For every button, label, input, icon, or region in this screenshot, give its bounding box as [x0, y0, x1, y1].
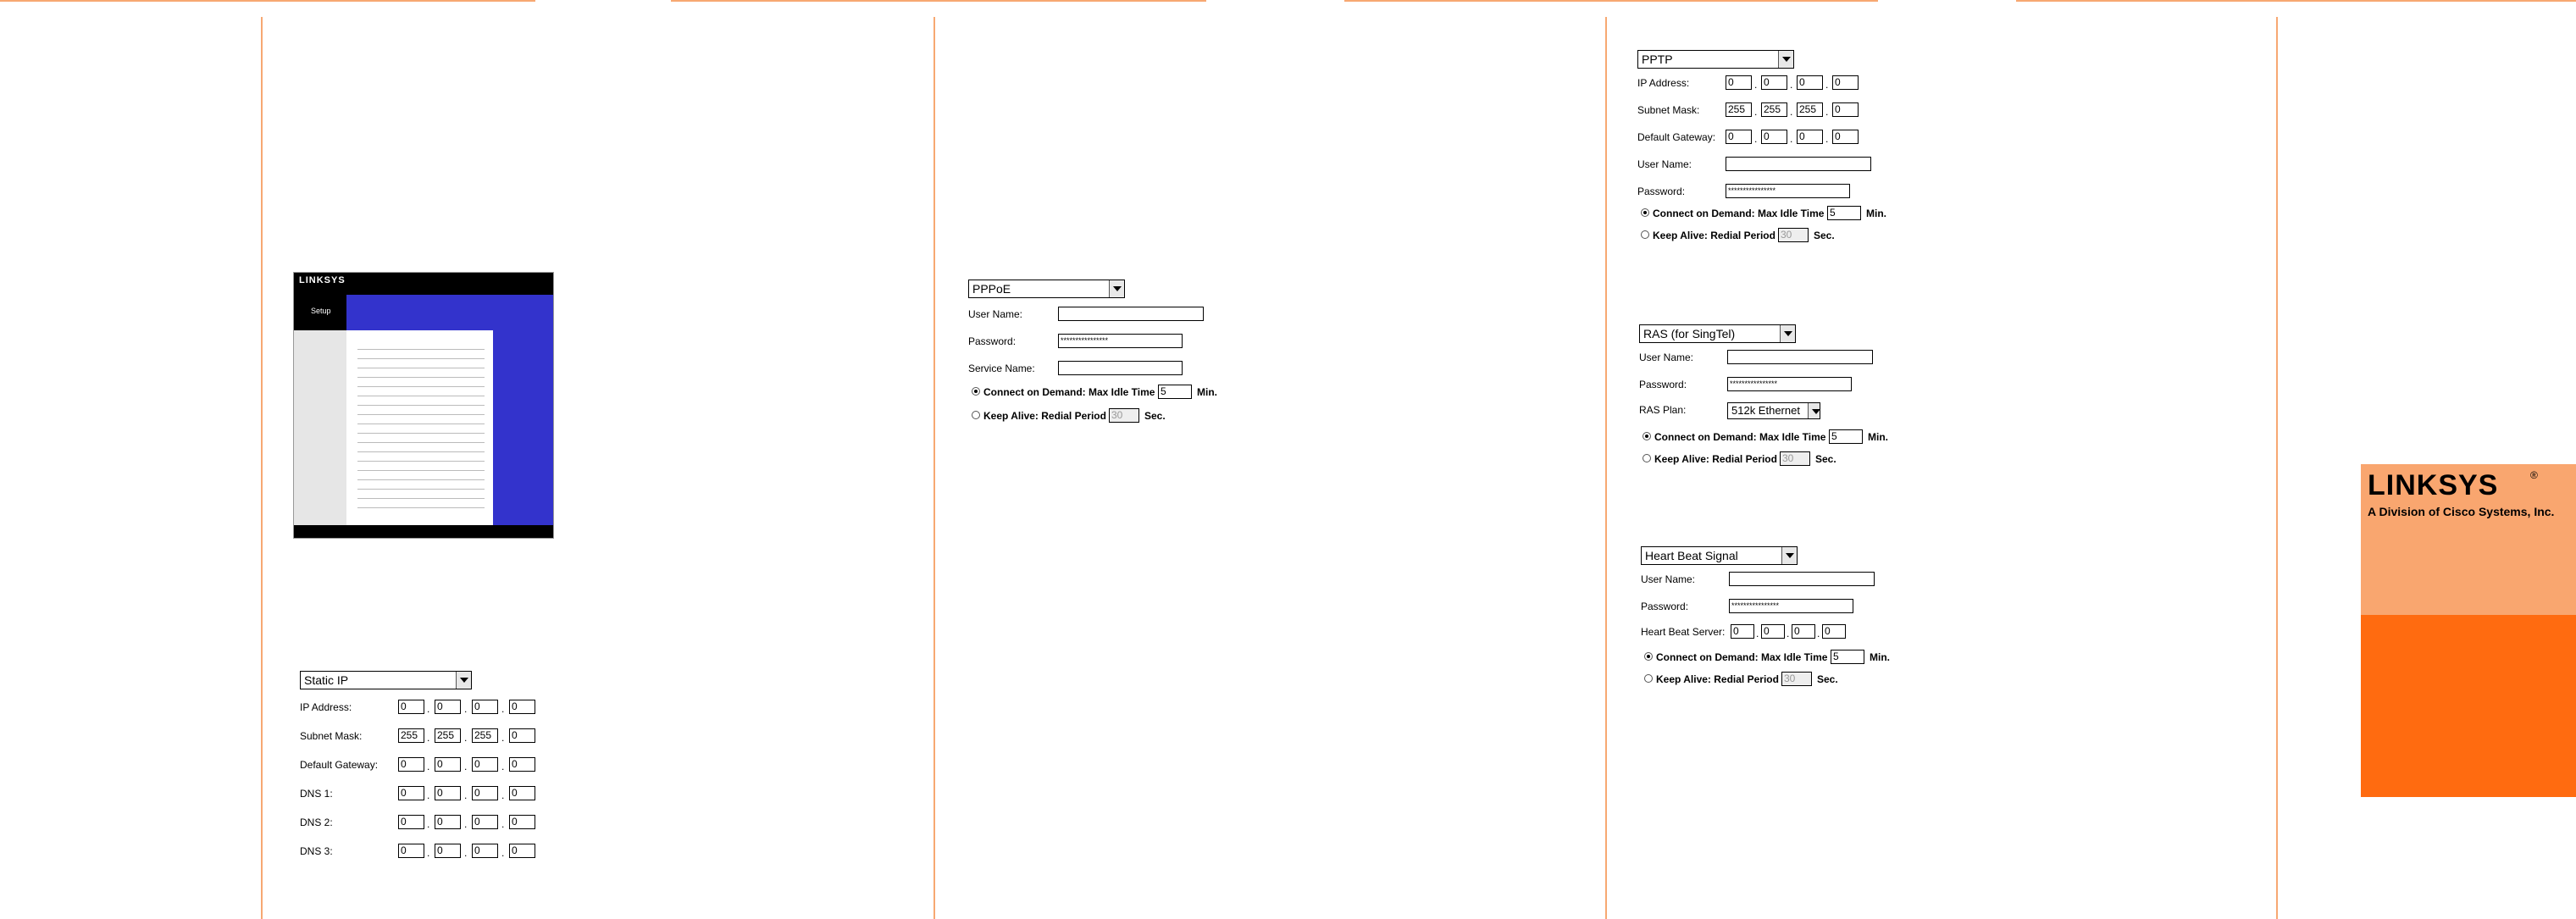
chevron-down-icon[interactable]: [456, 672, 471, 689]
user-name-input[interactable]: [1726, 157, 1871, 171]
dns2-octet-3[interactable]: 0: [472, 815, 498, 829]
user-name-label: User Name:: [1641, 573, 1696, 585]
sec-label: Sec.: [1815, 453, 1836, 465]
ip-address-label: IP Address:: [300, 701, 352, 713]
thumb-title-bar: [346, 295, 553, 307]
select-value: 512k Ethernet: [1731, 404, 1800, 417]
dot: .: [1754, 79, 1758, 91]
max-idle-time-input[interactable]: 5: [1158, 385, 1192, 399]
password-input[interactable]: ****************: [1058, 334, 1183, 348]
thumb-footer: [294, 525, 553, 538]
dot: .: [464, 818, 468, 830]
keep-alive-radio[interactable]: [1644, 674, 1653, 683]
brand-tagline: A Division of Cisco Systems, Inc.: [2368, 505, 2555, 518]
dns2-octet-4[interactable]: 0: [509, 815, 535, 829]
gw-octet-4[interactable]: 0: [1832, 130, 1859, 144]
dot: .: [427, 732, 430, 744]
user-name-input[interactable]: [1058, 307, 1204, 321]
connect-on-demand-radio[interactable]: [1644, 652, 1653, 661]
connection-type-select[interactable]: [1641, 546, 1798, 565]
mask-octet-1[interactable]: 255: [398, 728, 424, 743]
ip-octet-2[interactable]: 0: [1761, 75, 1787, 90]
gw-octet-1[interactable]: 0: [398, 757, 424, 772]
password-input[interactable]: ****************: [1726, 184, 1850, 198]
heart-beat-panel: [1641, 546, 1920, 695]
select-value: Static IP: [304, 673, 349, 687]
dns1-octet-3[interactable]: 0: [472, 786, 498, 800]
connection-type-select[interactable]: [300, 671, 472, 689]
top-rule: [671, 0, 1206, 2]
dot: .: [464, 732, 468, 744]
connect-on-demand-label: Connect on Demand: Max Idle Time: [983, 386, 1155, 398]
password-label: Password:: [1641, 601, 1689, 612]
ip-octet-1[interactable]: 0: [398, 700, 424, 714]
keep-alive-radio[interactable]: [1641, 230, 1649, 239]
keep-alive-label: Keep Alive: Redial Period: [1654, 453, 1777, 465]
thumb-tab-bar: [346, 307, 553, 330]
connect-on-demand-radio[interactable]: [1641, 208, 1649, 217]
gw-octet-3[interactable]: 0: [1797, 130, 1823, 144]
ip-octet-2[interactable]: 0: [435, 700, 461, 714]
dot: .: [501, 789, 505, 801]
dot: .: [1756, 628, 1759, 639]
user-name-label: User Name:: [968, 308, 1023, 320]
gw-octet-3[interactable]: 0: [472, 757, 498, 772]
redial-period-input[interactable]: 30: [1109, 408, 1139, 423]
gw-octet-4[interactable]: 0: [509, 757, 535, 772]
connect-on-demand-radio[interactable]: [1643, 432, 1651, 440]
brand-block: [2361, 464, 2576, 797]
top-rule: [0, 0, 535, 2]
dot: .: [1825, 133, 1829, 145]
ras-plan-select[interactable]: [1727, 402, 1820, 419]
dot: .: [1787, 628, 1790, 639]
mask-octet-2[interactable]: 255: [435, 728, 461, 743]
ras-plan-label: RAS Plan:: [1639, 404, 1687, 416]
gateway-label: Default Gateway:: [300, 759, 379, 771]
keep-alive-radio[interactable]: [1643, 454, 1651, 462]
sec-label: Sec.: [1814, 230, 1835, 241]
mask-octet-3[interactable]: 255: [472, 728, 498, 743]
server-octet-4[interactable]: 0: [1822, 624, 1846, 639]
connection-type-select[interactable]: [968, 280, 1125, 298]
thumb-section: Setup: [311, 307, 331, 315]
dot: .: [1790, 79, 1793, 91]
dns2-octet-2[interactable]: 0: [435, 815, 461, 829]
connect-on-demand-radio[interactable]: [972, 387, 980, 396]
chevron-down-icon[interactable]: [1780, 325, 1795, 342]
dns2-octet-1[interactable]: 0: [398, 815, 424, 829]
min-label: Min.: [1866, 208, 1886, 219]
thumb-form-lines: [357, 340, 485, 510]
dot: .: [1817, 628, 1820, 639]
dot: .: [501, 818, 505, 830]
column-divider: [2276, 17, 2278, 919]
keep-alive-label: Keep Alive: Redial Period: [983, 410, 1106, 422]
pptp-panel: [1637, 50, 1917, 245]
dns2-label: DNS 2:: [300, 817, 333, 828]
column-divider: [261, 17, 263, 919]
dot: .: [1754, 133, 1758, 145]
keep-alive-label: Keep Alive: Redial Period: [1653, 230, 1776, 241]
dns3-octet-4[interactable]: 0: [509, 844, 535, 858]
brand-dark-band: [2361, 615, 2576, 797]
mask-octet-1[interactable]: 255: [1726, 102, 1752, 117]
thumb-right-col: [493, 330, 553, 525]
subnet-mask-label: Subnet Mask:: [1637, 104, 1700, 116]
dns3-octet-2[interactable]: 0: [435, 844, 461, 858]
connection-type-select[interactable]: [1637, 50, 1794, 69]
thumb-left-col: [294, 330, 346, 525]
ip-octet-4[interactable]: 0: [1832, 75, 1859, 90]
column-divider: [1605, 17, 1607, 919]
gateway-label: Default Gateway:: [1637, 131, 1716, 143]
max-idle-time-input[interactable]: 5: [1831, 650, 1864, 664]
dot: .: [427, 818, 430, 830]
pppoe-panel: [968, 280, 1248, 428]
min-label: Min.: [1868, 431, 1888, 443]
redial-period-input[interactable]: 30: [1781, 672, 1812, 686]
keep-alive-label: Keep Alive: Redial Period: [1656, 673, 1779, 685]
dot: .: [501, 847, 505, 859]
dns1-octet-4[interactable]: 0: [509, 786, 535, 800]
dot: .: [464, 789, 468, 801]
dot: .: [1754, 106, 1758, 118]
sec-label: Sec.: [1144, 410, 1166, 422]
password-label: Password:: [1637, 185, 1686, 197]
dot: .: [501, 761, 505, 772]
server-octet-3[interactable]: 0: [1792, 624, 1815, 639]
dot: .: [427, 703, 430, 715]
linksys-logo: LINKSYS: [2368, 469, 2499, 501]
max-idle-time-input[interactable]: 5: [1827, 206, 1861, 220]
mask-octet-2[interactable]: 255: [1761, 102, 1787, 117]
column-divider: [933, 17, 935, 919]
subnet-mask-label: Subnet Mask:: [300, 730, 363, 742]
dot: .: [464, 761, 468, 772]
select-value: RAS (for SingTel): [1643, 327, 1736, 340]
chevron-down-icon[interactable]: [1808, 403, 1820, 418]
dot: .: [1825, 106, 1829, 118]
ip-address-label: IP Address:: [1637, 77, 1690, 89]
dot: .: [501, 732, 505, 744]
select-value: PPPoE: [972, 282, 1011, 296]
dot: .: [464, 847, 468, 859]
chevron-down-icon[interactable]: [1109, 280, 1124, 297]
dns1-label: DNS 1:: [300, 788, 333, 800]
dot: .: [464, 703, 468, 715]
dot: .: [501, 703, 505, 715]
dot: .: [1790, 133, 1793, 145]
select-value: Heart Beat Signal: [1645, 549, 1738, 562]
keep-alive-radio[interactable]: [972, 411, 980, 419]
mask-octet-4[interactable]: 0: [1832, 102, 1859, 117]
dns3-octet-1[interactable]: 0: [398, 844, 424, 858]
dns3-label: DNS 3:: [300, 845, 333, 857]
setup-screen-thumbnail: [293, 272, 554, 539]
ip-octet-3[interactable]: 0: [472, 700, 498, 714]
dot: .: [427, 761, 430, 772]
service-name-label: Service Name:: [968, 363, 1035, 374]
select-value: PPTP: [1642, 53, 1673, 66]
dns3-octet-3[interactable]: 0: [472, 844, 498, 858]
min-label: Min.: [1870, 651, 1890, 663]
gw-octet-2[interactable]: 0: [435, 757, 461, 772]
registered-mark: ®: [2530, 469, 2538, 481]
user-name-input[interactable]: [1727, 350, 1873, 364]
thumb-logo: LINKSYS: [299, 275, 346, 285]
user-name-input[interactable]: [1729, 572, 1875, 586]
dot: .: [1825, 79, 1829, 91]
service-name-input[interactable]: [1058, 361, 1183, 375]
chevron-down-icon[interactable]: [1781, 547, 1797, 564]
connect-on-demand-label: Connect on Demand: Max Idle Time: [1653, 208, 1825, 219]
min-label: Min.: [1197, 386, 1217, 398]
connect-on-demand-label: Connect on Demand: Max Idle Time: [1656, 651, 1828, 663]
static-ip-panel: [300, 671, 546, 866]
dns1-octet-1[interactable]: 0: [398, 786, 424, 800]
server-octet-1[interactable]: 0: [1731, 624, 1754, 639]
ip-octet-3[interactable]: 0: [1797, 75, 1823, 90]
user-name-label: User Name:: [1639, 352, 1694, 363]
dns1-octet-2[interactable]: 0: [435, 786, 461, 800]
server-octet-2[interactable]: 0: [1761, 624, 1785, 639]
dot: .: [427, 847, 430, 859]
mask-octet-4[interactable]: 0: [509, 728, 535, 743]
redial-period-input[interactable]: 30: [1778, 228, 1809, 242]
ip-octet-4[interactable]: 0: [509, 700, 535, 714]
connect-on-demand-label: Connect on Demand: Max Idle Time: [1654, 431, 1826, 443]
mask-octet-3[interactable]: 255: [1797, 102, 1823, 117]
password-label: Password:: [1639, 379, 1687, 390]
ras-panel: [1639, 324, 1919, 473]
ip-octet-1[interactable]: 0: [1726, 75, 1752, 90]
user-name-label: User Name:: [1637, 158, 1692, 170]
heart-beat-server-label: Heart Beat Server:: [1641, 626, 1726, 638]
max-idle-time-input[interactable]: 5: [1829, 429, 1863, 444]
dot: .: [427, 789, 430, 801]
gw-octet-2[interactable]: 0: [1761, 130, 1787, 144]
top-rule: [1344, 0, 1878, 2]
dot: .: [1790, 106, 1793, 118]
top-rule: [2016, 0, 2576, 2]
password-label: Password:: [968, 335, 1017, 347]
chevron-down-icon[interactable]: [1778, 51, 1793, 68]
redial-period-input[interactable]: 30: [1780, 451, 1810, 466]
password-input[interactable]: ****************: [1727, 377, 1852, 391]
password-input[interactable]: ****************: [1729, 599, 1853, 613]
sec-label: Sec.: [1817, 673, 1838, 685]
connection-type-select[interactable]: [1639, 324, 1796, 343]
gw-octet-1[interactable]: 0: [1726, 130, 1752, 144]
